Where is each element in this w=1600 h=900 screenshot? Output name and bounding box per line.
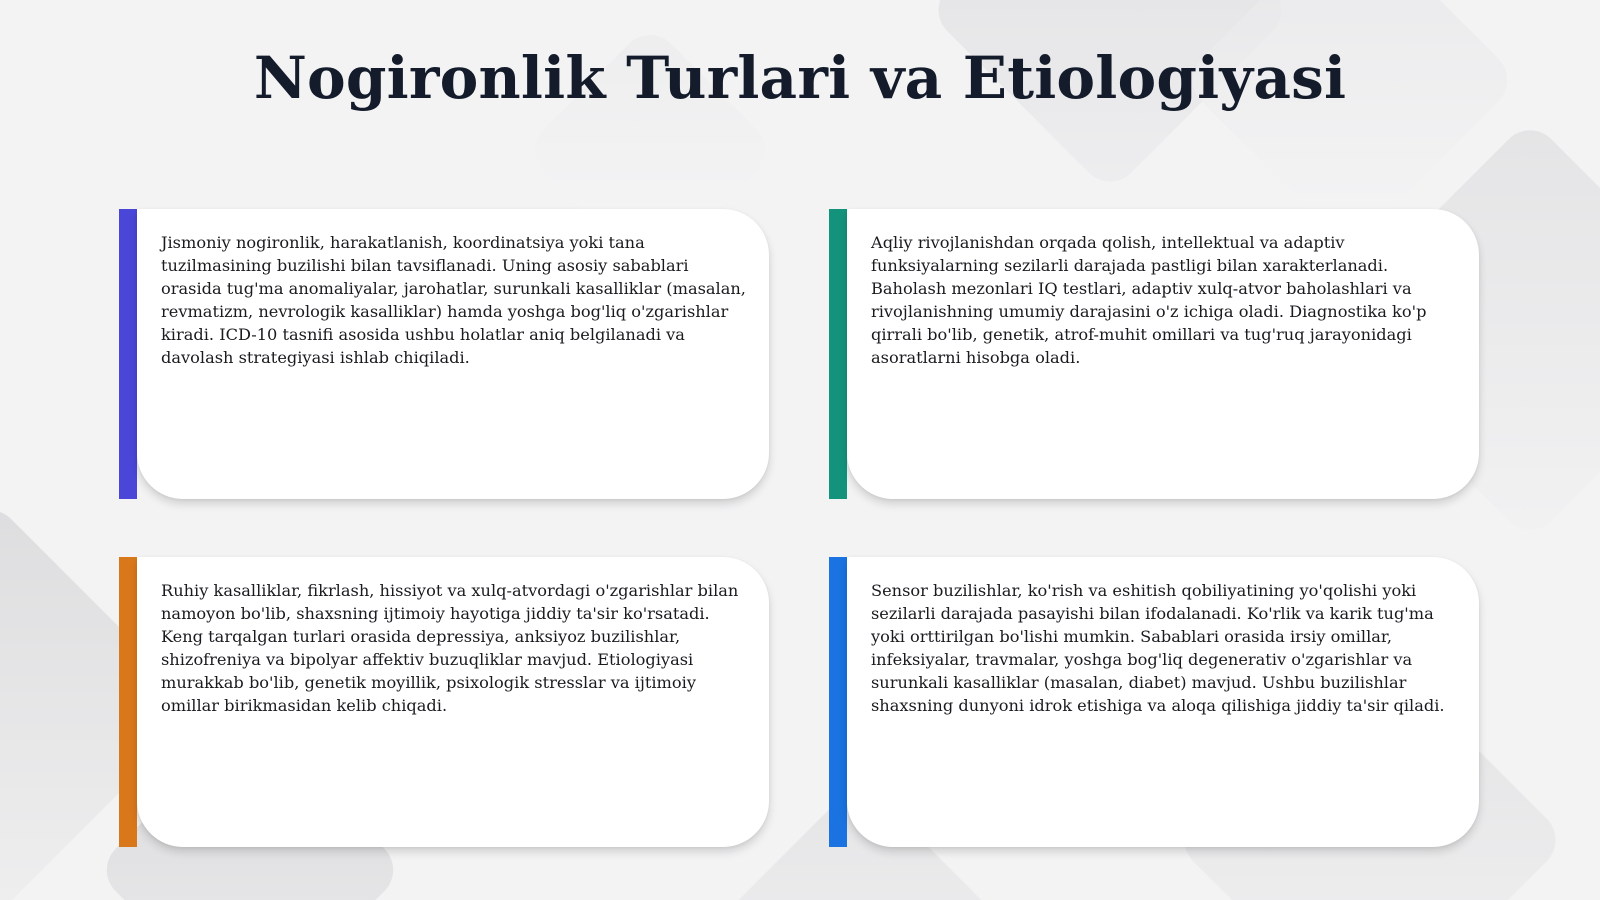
card-accent-bar — [829, 557, 847, 847]
card-body — [137, 209, 769, 499]
card-body — [847, 209, 1479, 499]
card-text: Aqliy rivojlanishdan orqada qolish, intellektual va adaptiv funksiyalarning sezilarli darajada pastligi bilan xarakterlanadi. Baholash mezonlari IQ testlari, adaptiv xulq-atvor baholashlari va rivojlanishning umumiy darajasini o'z ichiga oladi. Diagnostika ko'p qirrali bo'lib, genetik, atrof-muhit omillari va tug'ruq jarayonidagi asoratlarni hisobga oladi. — [871, 233, 1427, 367]
card-accent-bar — [829, 209, 847, 499]
card-physical-disability — [119, 209, 769, 499]
card-body — [847, 557, 1479, 847]
card-text: Sensor buzilishlar, ko'rish va eshitish qobiliyatining yo'qolishi yoki sezilarli darajada pasayishi bilan ifodalanadi. Ko'rlik va karik tug'ma yoki orttirilgan bo'lishi mumkin. Sabablari orasida irsiy omillar, infeksiyalar, travmalar, yoshga bog'liq degenerativ o'zgarishlar va surunkali kasalliklar (masalan, diabet) mavjud. Ushbu buzilishlar shaxsning dunyoni idrok etishiga va aloqa qilishiga jiddiy ta'sir qiladi. — [871, 581, 1445, 715]
card-sensory-impairment — [829, 557, 1479, 847]
card-mental-illness — [119, 557, 769, 847]
card-accent-bar — [119, 209, 137, 499]
card-accent-bar — [119, 557, 137, 847]
card-text: Jismoniy nogironlik, harakatlanish, koordinatsiya yoki tana tuzilmasining buzilishi bilan tavsiflanadi. Uning asosiy sabablari orasida tug'ma anomaliyalar, jarohatlar, surunkali kasalliklar (masalan, revmatizm, nevrologik kasalliklar) hamda yoshga bog'liq o'zgarishlar kiradi. ICD-10 tasnifi asosida ushbu holatlar aniq belgilanadi va davolash strategiyasi ishlab chiqiladi. — [161, 233, 746, 367]
page-title: Nogironlik Turlari va Etiologiyasi — [253, 44, 1347, 112]
card-intellectual-disability — [829, 209, 1479, 499]
card-text: Ruhiy kasalliklar, fikrlash, hissiyot va xulq-atvordagi o'zgarishlar bilan namoyon bo'lib, shaxsning ijtimoiy hayotiga jiddiy ta'sir ko'rsatadi. Keng tarqalgan turlari orasida depressiya, anksiyoz buzilishlar, shizofreniya va bipolyar affektiv buzuqliklar mavjud. Etiologiyasi murakkab bo'lib, genetik moyillik, psixologik stresslar va ijtimoiy omillar birikmasidan kelib chiqadi. — [161, 581, 739, 715]
card-body — [137, 557, 769, 847]
